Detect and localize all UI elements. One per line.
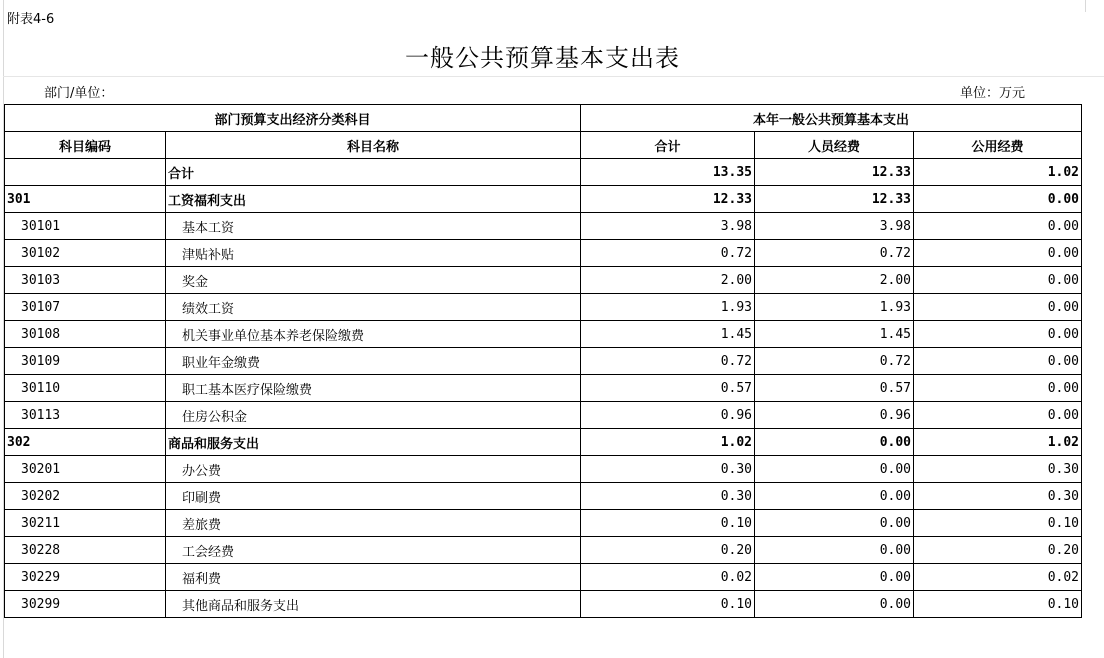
attachment-number: 附表4-6 [7, 12, 55, 27]
cell-total[interactable]: 0.72 [581, 348, 755, 375]
cell-name[interactable]: 差旅费 [166, 510, 581, 537]
cell-personnel[interactable]: 0.00 [755, 456, 914, 483]
cell-public[interactable]: 0.00 [914, 186, 1082, 213]
cell-code[interactable]: 30102 [5, 240, 166, 267]
cell-code[interactable]: 30108 [5, 321, 166, 348]
cell-code[interactable]: 30299 [5, 591, 166, 618]
cell-code[interactable]: 30110 [5, 375, 166, 402]
cell-public[interactable]: 1.02 [914, 159, 1082, 186]
sheet-gridline [1085, 0, 1086, 12]
cell-name[interactable]: 其他商品和服务支出 [166, 591, 581, 618]
table-row [5, 483, 1082, 510]
cell-personnel[interactable]: 0.96 [755, 402, 914, 429]
department-label: 部门/单位： [44, 86, 114, 101]
cell-total[interactable]: 0.30 [581, 483, 755, 510]
cell-code[interactable]: 30107 [5, 294, 166, 321]
table-row [5, 429, 1082, 456]
column-header-code[interactable]: 科目编码 [5, 132, 166, 159]
cell-personnel[interactable]: 0.72 [755, 348, 914, 375]
cell-code[interactable] [5, 159, 166, 186]
cell-name[interactable]: 机关事业单位基本养老保险缴费 [166, 321, 581, 348]
column-header-personnel[interactable]: 人员经费 [755, 132, 914, 159]
table-row [5, 456, 1082, 483]
cell-personnel[interactable]: 0.57 [755, 375, 914, 402]
cell-personnel[interactable]: 0.72 [755, 240, 914, 267]
cell-name[interactable]: 工资福利支出 [166, 186, 581, 213]
table-group-header-row [5, 105, 1082, 132]
cell-code[interactable]: 30201 [5, 456, 166, 483]
cell-public[interactable]: 0.00 [914, 267, 1082, 294]
cell-name[interactable]: 职工基本医疗保险缴费 [166, 375, 581, 402]
cell-name[interactable]: 合计 [166, 159, 581, 186]
table-row [5, 564, 1082, 591]
cell-public[interactable]: 0.00 [914, 321, 1082, 348]
cell-total[interactable]: 0.02 [581, 564, 755, 591]
cell-public[interactable]: 0.00 [914, 402, 1082, 429]
cell-total[interactable]: 13.35 [581, 159, 755, 186]
cell-total[interactable]: 0.96 [581, 402, 755, 429]
cell-code[interactable]: 302 [5, 429, 166, 456]
cell-name[interactable]: 印刷费 [166, 483, 581, 510]
table-row [5, 375, 1082, 402]
column-header-total[interactable]: 合计 [581, 132, 755, 159]
cell-public[interactable]: 0.00 [914, 375, 1082, 402]
cell-code[interactable]: 30202 [5, 483, 166, 510]
cell-code[interactable]: 30109 [5, 348, 166, 375]
table-row [5, 348, 1082, 375]
table-body [5, 159, 1082, 618]
cell-public[interactable]: 0.10 [914, 510, 1082, 537]
cell-personnel[interactable]: 0.00 [755, 483, 914, 510]
cell-personnel[interactable]: 12.33 [755, 186, 914, 213]
cell-personnel[interactable]: 0.00 [755, 537, 914, 564]
classification-group-header[interactable]: 部门预算支出经济分类科目 [5, 105, 581, 132]
cell-total[interactable]: 1.45 [581, 321, 755, 348]
cell-name[interactable]: 办公费 [166, 456, 581, 483]
column-header-public[interactable]: 公用经费 [914, 132, 1082, 159]
cell-name[interactable]: 工会经费 [166, 537, 581, 564]
sheet-gridline [3, 76, 1104, 77]
cell-public[interactable]: 1.02 [914, 429, 1082, 456]
cell-code[interactable]: 30211 [5, 510, 166, 537]
cell-personnel[interactable]: 0.00 [755, 510, 914, 537]
cell-code[interactable]: 30228 [5, 537, 166, 564]
table-row [5, 537, 1082, 564]
cell-code[interactable]: 301 [5, 186, 166, 213]
cell-personnel[interactable]: 1.45 [755, 321, 914, 348]
page-title: 一般公共预算基本支出表 [405, 44, 680, 72]
cell-name[interactable]: 福利费 [166, 564, 581, 591]
cell-name[interactable]: 津贴补贴 [166, 240, 581, 267]
column-header-name[interactable]: 科目名称 [166, 132, 581, 159]
cell-personnel[interactable]: 0.00 [755, 591, 914, 618]
cell-public[interactable]: 0.00 [914, 213, 1082, 240]
cell-personnel[interactable]: 0.00 [755, 564, 914, 591]
cell-personnel[interactable]: 0.00 [755, 429, 914, 456]
table-row [5, 267, 1082, 294]
cell-name[interactable]: 商品和服务支出 [166, 429, 581, 456]
cell-total[interactable]: 0.57 [581, 375, 755, 402]
cell-public[interactable]: 0.30 [914, 456, 1082, 483]
table-row [5, 213, 1082, 240]
cell-personnel[interactable]: 3.98 [755, 213, 914, 240]
table-row [5, 159, 1082, 186]
cell-public[interactable]: 0.02 [914, 564, 1082, 591]
cell-public[interactable]: 0.30 [914, 483, 1082, 510]
basic-expense-group-header[interactable]: 本年一般公共预算基本支出 [581, 105, 1082, 132]
cell-name[interactable]: 基本工资 [166, 213, 581, 240]
table-row [5, 321, 1082, 348]
table-row [5, 591, 1082, 618]
cell-name[interactable]: 住房公积金 [166, 402, 581, 429]
cell-total[interactable]: 0.20 [581, 537, 755, 564]
cell-public[interactable]: 0.00 [914, 294, 1082, 321]
table-column-header-row [5, 132, 1082, 159]
cell-total[interactable]: 2.00 [581, 267, 755, 294]
cell-personnel[interactable]: 12.33 [755, 159, 914, 186]
cell-code[interactable]: 30103 [5, 267, 166, 294]
cell-code[interactable]: 30101 [5, 213, 166, 240]
cell-total[interactable]: 0.30 [581, 456, 755, 483]
cell-total[interactable]: 0.10 [581, 510, 755, 537]
cell-total[interactable]: 0.72 [581, 240, 755, 267]
cell-personnel[interactable]: 2.00 [755, 267, 914, 294]
table-row [5, 186, 1082, 213]
cell-name[interactable]: 职业年金缴费 [166, 348, 581, 375]
cell-total[interactable]: 1.93 [581, 294, 755, 321]
cell-total[interactable]: 3.98 [581, 213, 755, 240]
table-row [5, 240, 1082, 267]
cell-total[interactable]: 0.10 [581, 591, 755, 618]
cell-total[interactable]: 1.02 [581, 429, 755, 456]
budget-table [4, 104, 1082, 618]
cell-public[interactable]: 0.00 [914, 240, 1082, 267]
cell-name[interactable]: 奖金 [166, 267, 581, 294]
cell-public[interactable]: 0.00 [914, 348, 1082, 375]
cell-code[interactable]: 30229 [5, 564, 166, 591]
cell-name[interactable]: 绩效工资 [166, 294, 581, 321]
cell-total[interactable]: 12.33 [581, 186, 755, 213]
table-row [5, 402, 1082, 429]
cell-personnel[interactable]: 1.93 [755, 294, 914, 321]
cell-public[interactable]: 0.20 [914, 537, 1082, 564]
unit-label: 单位：万元 [960, 86, 1026, 101]
cell-public[interactable]: 0.10 [914, 591, 1082, 618]
table-row [5, 510, 1082, 537]
table-row [5, 294, 1082, 321]
cell-code[interactable]: 30113 [5, 402, 166, 429]
